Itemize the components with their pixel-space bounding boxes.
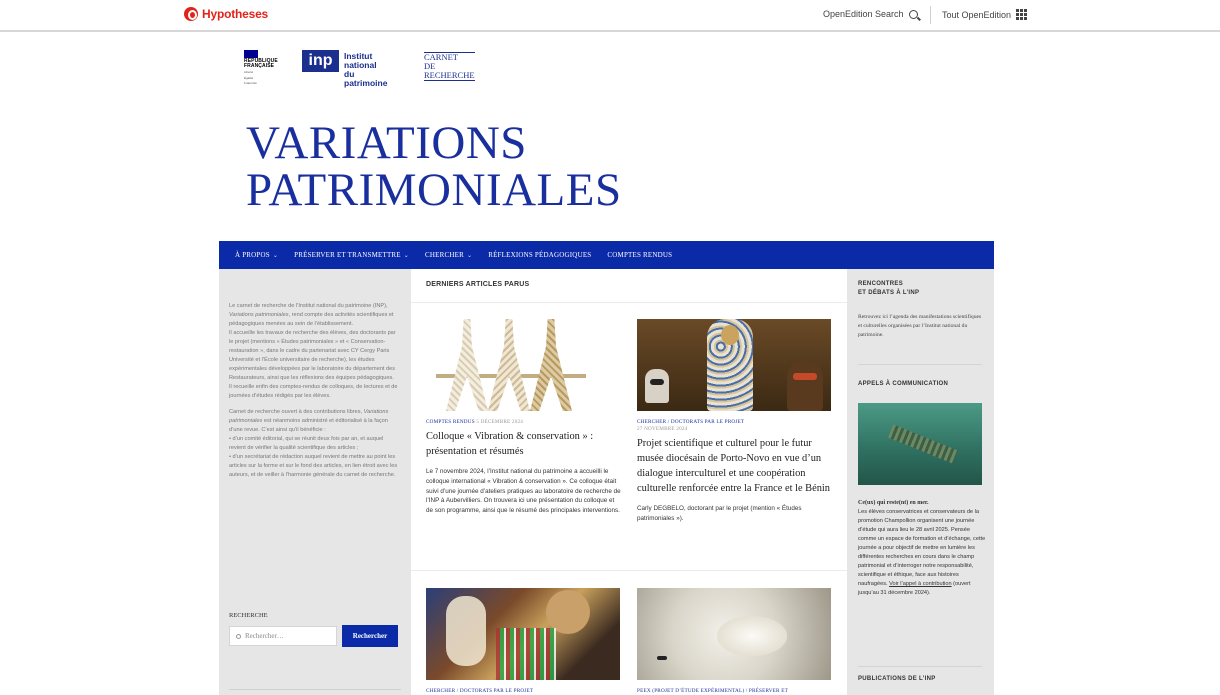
post-meta <box>637 688 833 695</box>
about-text-part: , rend compte des activités scientifiques et pédagogiques menées au sein de l’établissement. <box>229 312 394 327</box>
post-date: 27 NOVEMBRE 2024 <box>637 426 688 432</box>
main-navigation <box>219 241 994 269</box>
post-title[interactable]: Projet scientifique et culturel pour le futur musée diocésain de Porto-Novo en vue d’un dialogue interculturel et une coopération culturelle renforcée entre la France et le Bénin <box>637 438 830 494</box>
post-thumbnail[interactable] <box>637 319 831 411</box>
thumbnail-detail <box>496 628 556 680</box>
post-thumbnail[interactable] <box>637 588 831 680</box>
about-text <box>229 302 401 487</box>
hypotheses-logo[interactable] <box>184 7 268 21</box>
nav-item-comptes-rendus[interactable] <box>607 251 672 259</box>
about-text-part: Le carnet de recherche de l’Institut national du patrimoine (INP), <box>229 303 388 309</box>
row-divider <box>411 570 847 571</box>
tout-openedition-label: Tout OpenEdition <box>942 9 1012 20</box>
post-meta <box>426 688 622 695</box>
about-text-part: Il recueille enfin des comptes-rendus de colloques, de lectures et de journées d’études rédigés par les élèves. <box>229 384 398 399</box>
thumbnail-detail <box>645 369 669 403</box>
post-thumbnail[interactable] <box>426 319 620 411</box>
widget-divider <box>858 666 982 667</box>
site-title-line1: VARIATIONS <box>246 117 527 169</box>
chevron-down-icon: ⌄ <box>403 252 410 259</box>
section-title: DERNIERS ARTICLES PARUS <box>426 281 530 288</box>
about-text-part: Carnet de recherche ouvert à des contributions libres, <box>229 409 364 415</box>
nav-item-reflexions-pedagogiques[interactable] <box>488 251 591 259</box>
tout-openedition-menu[interactable] <box>942 9 1027 20</box>
apps-grid-icon <box>1016 9 1027 20</box>
rf-motto-3: Fraternité <box>244 81 257 85</box>
cfp-link[interactable]: Voir l’appel à contribution <box>889 581 952 587</box>
tower-shape <box>488 319 530 411</box>
nav-item-label: CHERCHER <box>425 251 464 259</box>
nav-item-label: À PROPOS <box>235 251 270 259</box>
nav-item-label: PRÉSERVER ET TRANSMETTRE <box>294 251 401 259</box>
post-excerpt: Le 7 novembre 2024, l’Institut national du patrimoine a accueilli le colloque international « Vibration & conservation ». Ce colloque était suivi d’une journée d’ateliers pratiques au laboratoire de recherche de l’INP à Aubervilliers. On trouvera ici une présentation du colloque et de son programme, ainsi que le résumé des principales interventions. <box>426 468 621 515</box>
thumbnail-detail <box>446 596 486 666</box>
nav-item-preserver-transmettre[interactable] <box>294 251 409 259</box>
rf-motto-1: Liberté <box>244 70 254 74</box>
post-card <box>426 588 622 695</box>
widget-title-publications: PUBLICATIONS DE L’INP <box>858 676 936 682</box>
about-paragraph <box>229 302 401 401</box>
chevron-down-icon: ⌄ <box>466 252 473 259</box>
search-button[interactable]: Rechercher <box>342 625 398 647</box>
cfp-tail: (ouvert jusqu’au 31 décembre 2024). <box>858 581 971 596</box>
post-excerpt: Carly DEGBELO, doctorant par le projet (mention « Études patrimoniales »). <box>637 505 802 522</box>
tower-shape <box>530 319 572 411</box>
post-title[interactable]: Colloque « Vibration & conservation » : présentation et résumés <box>426 431 594 457</box>
post-card <box>426 319 622 516</box>
about-text-part: est néanmoins administré et éditorialisé à la façon d’une revue. C’est ainsi qu’il bénéficie : <box>229 418 388 433</box>
nav-item-a-propos[interactable] <box>235 251 278 259</box>
about-paragraph <box>229 408 401 480</box>
inp-name-line1: Institut national <box>344 51 377 70</box>
cfp-body: Les élèves conservatrices et conservateurs de la promotion Champollion organisent une journée d’étude qui aura lieu le 28 avril 2025. Pensée comme un espace de formation et d’échange, cette journée a pour objectif de mettre en lumière les différentes recherches en cours dans le champ patrimonial et d’interroger notre responsabilité, scientifique et éthique, face aux histoires naufragées. <box>858 509 986 587</box>
openedition-search-label: OpenEdition Search <box>823 9 904 19</box>
hypotheses-brand-text: Hypotheses <box>202 7 269 21</box>
post-meta <box>637 419 833 433</box>
thumbnail-detail <box>721 325 739 345</box>
thumbnail-detail <box>657 656 667 660</box>
republique-francaise-logo[interactable] <box>244 50 288 86</box>
tower-shape <box>446 319 488 411</box>
inp-logo[interactable]: inp <box>302 50 339 72</box>
site-title-line2: PATRIMONIALES <box>246 164 622 216</box>
widget-title-rencontres[interactable] <box>858 280 919 298</box>
nav-item-label: COMPTES RENDUS <box>607 251 673 259</box>
nav-item-chercher[interactable] <box>425 251 472 259</box>
top-bar <box>0 0 1220 32</box>
section-divider <box>411 302 847 303</box>
inp-name-line2: du patrimoine <box>344 69 388 88</box>
widget-title-appels: APPELS À COMMUNICATION <box>858 381 949 387</box>
search-placeholder: Rechercher… <box>245 632 284 640</box>
rf-name-line1: RÉPUBLIQUE <box>244 58 278 64</box>
rf-motto-2: Égalité <box>244 75 254 80</box>
about-text-emphasis: Variations patrimoniales <box>229 312 289 318</box>
about-text-part: • d’un comité éditorial, qui se réunit deux fois par an, et auquel revient de vérifier la qualité scientifique des articles ; <box>229 436 384 451</box>
sidebar-divider <box>229 689 401 690</box>
post-date: 5 DÉCEMBRE 2024 <box>476 419 524 425</box>
carnet-line2: DE RECHERCHE <box>424 61 475 80</box>
post-card <box>637 319 833 524</box>
post-category[interactable]: CHERCHER / DOCTORATS PAR LE PROJET <box>637 419 745 425</box>
nav-item-label: RÉFLEXIONS PÉDAGOGIQUES <box>488 251 592 259</box>
hypotheses-logo-icon <box>184 7 198 21</box>
marianne-icon <box>244 50 258 58</box>
post-meta <box>426 419 622 426</box>
cfp-heading: Ce(ux) qui reste(nt) en mer. <box>858 500 929 506</box>
post-category[interactable]: CHERCHER / DOCTORATS PAR LE PROJET <box>426 688 534 694</box>
carnet-de-recherche-logo[interactable] <box>424 52 475 81</box>
widget-text-rencontres: Retrouvez ici l’agenda des manifestations scientifiques et culturelles organisées par l’Institut national du patrimoine. <box>858 314 982 338</box>
latest-articles <box>411 269 847 695</box>
post-card <box>637 588 833 695</box>
widget-title-line: ET DÉBATS À L’INP <box>858 290 920 296</box>
about-text-emphasis: Variations patrimoniales <box>229 409 389 424</box>
thumbnail-detail <box>787 361 823 411</box>
widget-divider <box>858 364 982 365</box>
left-sidebar <box>219 269 411 695</box>
post-category[interactable]: COMPTES RENDUS <box>426 419 475 425</box>
thumbnail-detail <box>717 616 787 656</box>
post-category[interactable]: PEEX (PROJET D’ÉTUDE EXPÉRIMENTAL) / PRÉSERVER ET <box>637 688 788 694</box>
call-for-papers-text <box>858 499 986 598</box>
shipwreck-image[interactable] <box>858 403 982 485</box>
search-icon <box>236 634 241 639</box>
widget-title-line: RENCONTRES <box>858 281 904 287</box>
search-input[interactable] <box>229 626 337 646</box>
post-thumbnail[interactable] <box>426 588 620 680</box>
topbar-divider <box>930 6 931 24</box>
site-title[interactable] <box>246 117 622 216</box>
chevron-down-icon: ⌄ <box>272 252 279 259</box>
inp-name <box>344 52 387 88</box>
thumbnail-detail <box>888 424 958 463</box>
openedition-search-link[interactable] <box>823 9 918 19</box>
about-text-part: Il accueille les travaux de recherche des élèves, des doctorants par le projet (mentions « Études patrimoniales » et « Conservation-restauration », dans le cadre du partenariat avec CY Cergy Paris Université et l’École universitaire de recherche), les études expérimentales développées par le laboratoire du département des Restaurateurs, ainsi que les réflexions des équipes pédagogiques. <box>229 330 396 381</box>
carnet-line1: CARNET <box>424 52 458 62</box>
search-icon <box>909 10 918 19</box>
right-sidebar <box>847 269 994 695</box>
search-widget-title: RECHERCHE <box>229 612 268 619</box>
about-text-part: • d’un secrétariat de rédaction auquel revient de mettre au point les articles sur la forme et sur le fond des articles, en lien étroit avec les auteurs, et de veiller à l’harmonie générale du carnet de recherche. <box>229 454 398 478</box>
rf-name-line2: FRANÇAISE <box>244 63 275 69</box>
